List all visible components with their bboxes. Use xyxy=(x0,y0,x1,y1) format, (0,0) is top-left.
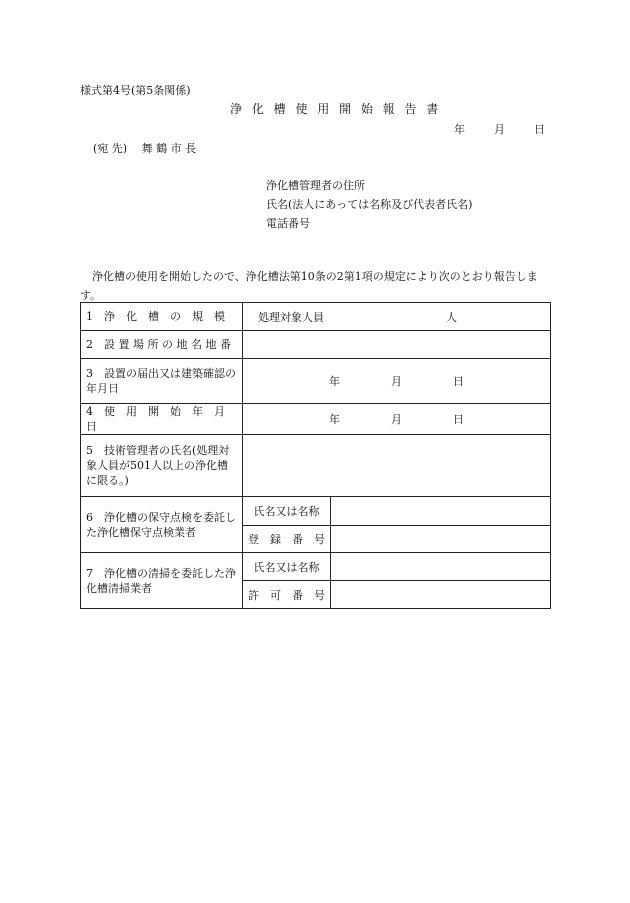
table-row xyxy=(81,404,551,435)
date-year: 年 xyxy=(454,123,465,136)
report-table xyxy=(80,302,551,609)
location-label: 2 設 置 場 所 の 地 名 地 番 xyxy=(81,331,243,359)
confirmation-day: 日 xyxy=(453,375,464,388)
confirmation-date-cell[interactable] xyxy=(243,359,551,404)
table-row xyxy=(81,435,551,497)
cleaning-label: 7 浄化槽の清掃を委託した浄化槽清掃業者 xyxy=(81,553,243,609)
applicant-name-label: 氏名(法人にあっては名称及び代表者氏名) xyxy=(266,198,473,211)
table-row xyxy=(81,359,551,404)
inspection-name-value[interactable] xyxy=(331,497,551,526)
start-month: 月 xyxy=(391,413,402,426)
population-unit: 人 xyxy=(446,310,457,324)
technical-manager-value-cell[interactable] xyxy=(243,435,551,497)
start-day: 日 xyxy=(453,413,464,426)
form-number: 様式第4号(第5条関係) xyxy=(80,84,191,97)
inspection-label: 6 浄化槽の保守点検を委託した浄化槽保守点検業者 xyxy=(81,497,243,553)
cleaning-number-value[interactable] xyxy=(331,581,551,609)
cleaning-name-label: 氏名又は名称 xyxy=(243,553,331,581)
technical-manager-label: 5 技術管理者の氏名(処理対象人員が501人以上の浄化槽に限る。) xyxy=(81,435,243,497)
date-day: 日 xyxy=(534,123,545,136)
date-month: 月 xyxy=(494,123,505,136)
table-row xyxy=(81,331,551,359)
cleaning-number-label: 許 可 番 号 xyxy=(243,581,331,609)
inspection-number-label: 登 録 番 号 xyxy=(243,526,331,553)
applicant-block xyxy=(266,176,472,233)
inspection-name-label: 氏名又は名称 xyxy=(243,497,331,526)
table-row xyxy=(81,303,551,331)
scale-label: 1 浄 化 槽 の 規 模 xyxy=(81,303,243,331)
cleaning-name-value[interactable] xyxy=(331,553,551,581)
population-label: 処理対象人員 xyxy=(258,310,324,324)
confirmation-month: 月 xyxy=(391,375,402,388)
inspection-number-value[interactable] xyxy=(331,526,551,553)
start-year: 年 xyxy=(329,413,340,426)
confirmation-year: 年 xyxy=(329,375,340,388)
submission-date xyxy=(454,121,545,137)
start-date-cell[interactable] xyxy=(243,404,551,435)
start-date-label: 4 使 用 開 始 年 月 日 xyxy=(81,404,243,435)
document-title: 浄 化 槽 使 用 開 始 報 告 書 xyxy=(230,102,442,116)
location-value-cell[interactable] xyxy=(243,331,551,359)
table-row xyxy=(81,497,551,526)
applicant-address-label: 浄化槽管理者の住所 xyxy=(266,179,365,192)
applicant-phone-label: 電話番号 xyxy=(266,217,310,230)
scale-value-cell[interactable] xyxy=(243,303,551,331)
confirmation-label: 3 設置の届出又は建築確認の年月日 xyxy=(81,359,243,404)
addressee: (宛 先) 舞 鶴 市 長 xyxy=(93,142,197,155)
report-statement: 浄化槽の使用を開始したので、浄化槽法第10条の2第1項の規定により次のとおり報告します。 xyxy=(80,270,538,302)
table-row xyxy=(81,553,551,581)
